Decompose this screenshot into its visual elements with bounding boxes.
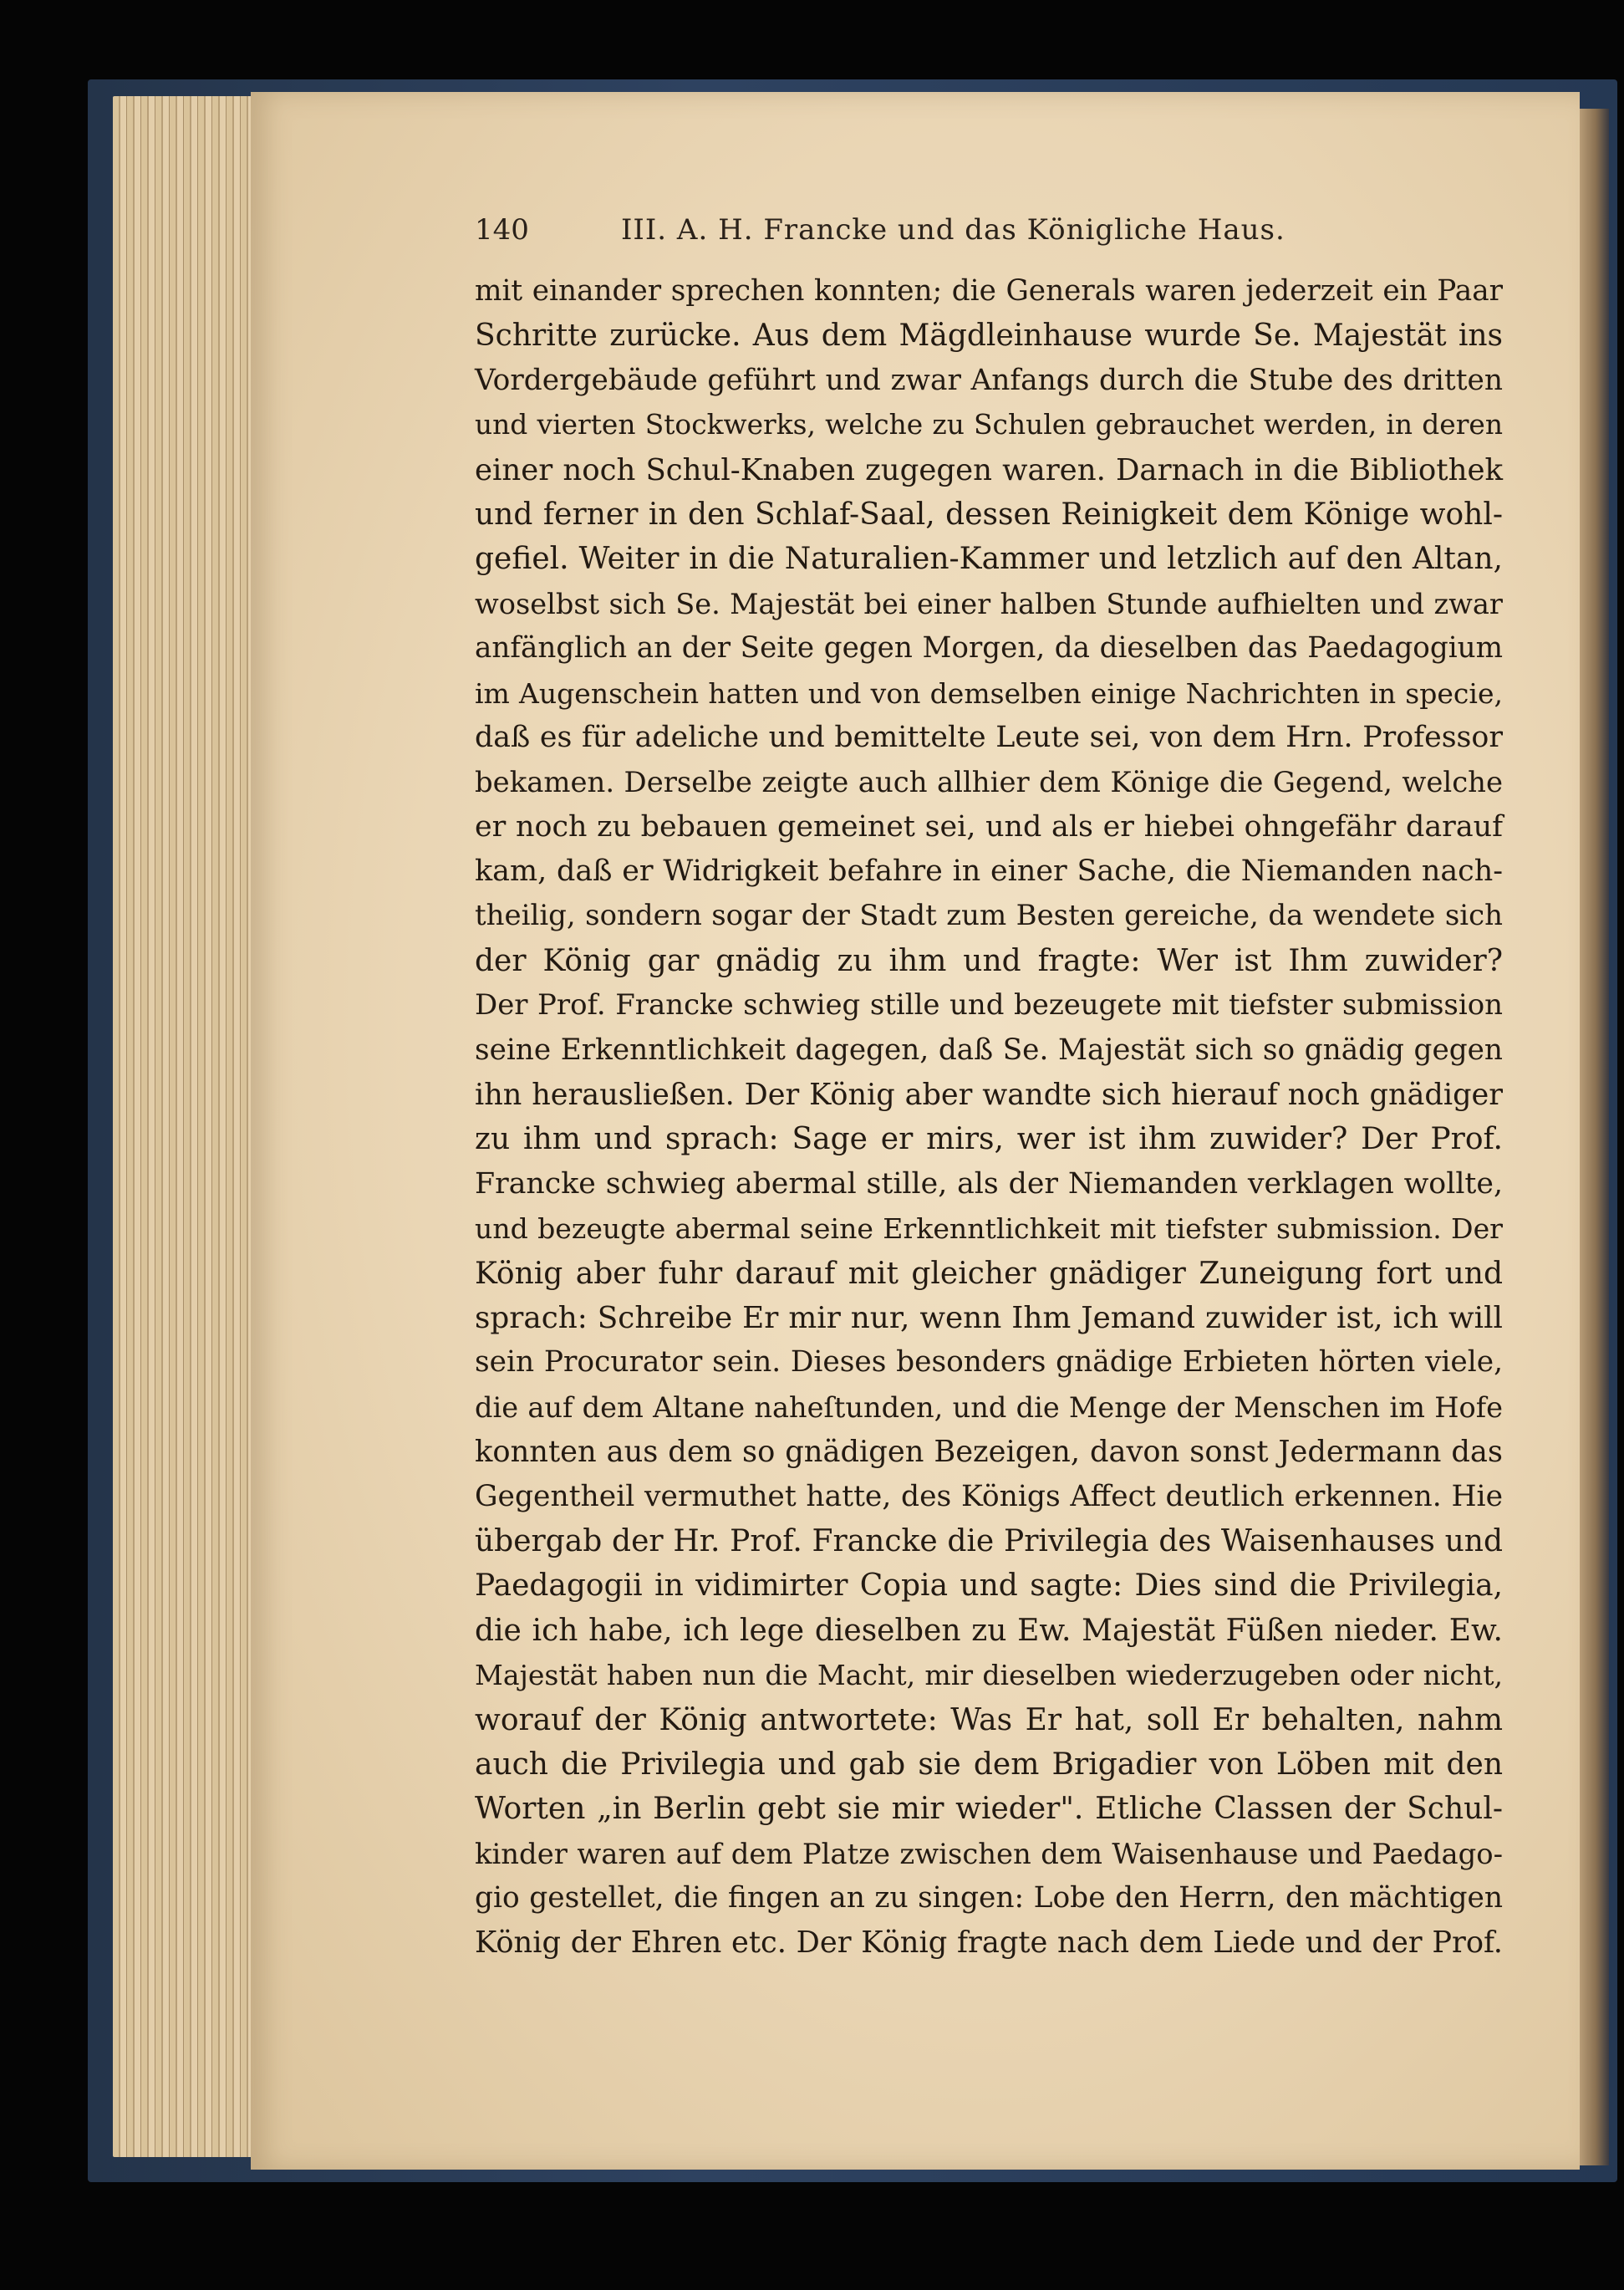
text-line: seine Erkenntlichkeit dagegen, daß Se. Majestät sich so gnädig gegen (475, 1033, 1503, 1067)
text-line: König aber fuhr darauf mit gleicher gnädiger Zuneigung fort und (475, 1256, 1503, 1291)
book-gutter (1576, 109, 1609, 2165)
running-head: III. A. H. Francke und das Königliche Haus. (621, 213, 1285, 247)
text-line: Worten „in Berlin gebt sie mir wieder". Etliche Classen der Schul- (475, 1792, 1503, 1827)
text-line: woselbst sich Se. Majestät bei einer halben Stunde aufhielten und zwar (475, 587, 1503, 620)
text-line: zu ihm und sprach: Sage er mirs, wer ist ihm zuwider? Der Prof. (475, 1122, 1503, 1157)
text-line: Vordergebäude geführt und zwar Anfangs durch die Stube des dritten (475, 363, 1503, 397)
text-line: Gegentheil vermuthet hatte, des Königs Affect deutlich erkennen. Hie (475, 1479, 1503, 1513)
text-line: und ferner in den Schlaf-Saal, dessen Reinigkeit dem Könige wohl- (475, 497, 1503, 532)
text-line: auch die Privilegia und gab sie dem Brigadier von Löben mit den (475, 1747, 1503, 1782)
text-line: Majestät haben nun die Macht, mir dieselben wiederzugeben oder nicht, (475, 1659, 1503, 1692)
text-line: mit einander sprechen konnten; die Generals waren jederzeit ein Paar (475, 274, 1503, 308)
text-line: sein Procurator sein. Dieses besonders gnädige Erbieten hörten viele, (475, 1345, 1503, 1380)
text-line: Der Prof. Francke schwieg stille und bezeugete mit tiefster submission (475, 988, 1503, 1023)
page-number: 140 (475, 213, 529, 247)
text-line: übergab der Hr. Prof. Francke die Privilegia des Waisenhauses und (475, 1523, 1503, 1558)
text-line: Schritte zurücke. Aus dem Mägdleinhause wurde Se. Majestät ins (475, 319, 1503, 354)
text-line: er noch zu bebauen gemeinet sei, und als er hiebei ohngefähr darauf (475, 809, 1503, 844)
text-line: König der Ehren etc. Der König fragte nach dem Liede und der Prof. (475, 1925, 1503, 1961)
text-line: die auf dem Altane naheſtunden, und die Menge der Menschen im Hofe (475, 1390, 1503, 1424)
text-line: einer noch Schul-Knaben zugegen waren. Darnach in die Bibliothek (475, 452, 1503, 487)
text-line: kam, daß er Widrigkeit befahre in einer Sache, die Niemanden nach- (475, 854, 1503, 889)
text-line: anfänglich an der Seite gegen Morgen, da dieselben das Paedagogium (475, 631, 1503, 666)
text-line: und vierten Stockwerks, welche zu Schulen gebrauchet werden, in deren (475, 409, 1503, 441)
text-line: gefiel. Weiter in die Naturalien-Kammer und letzlich auf den Altan, (475, 542, 1503, 577)
text-line: bekamen. Derselbe zeigte auch allhier dem Könige die Gegend, welche (475, 766, 1503, 799)
text-line: konnten aus dem so gnädigen Bezeigen, davon sonst Jedermann das (475, 1435, 1503, 1470)
text-line: die ich habe, ich lege dieselben zu Ew. Majestät Füßen nieder. Ew. (475, 1613, 1503, 1648)
text-line: und bezeugte abermal seine Erkenntlichkeit mit tiefster submission. Der (475, 1212, 1503, 1246)
text-line: worauf der König antwortete: Was Er hat, soll Er behalten, nahm (475, 1702, 1503, 1737)
text-line: der König gar gnädig zu ihm und fragte: Wer ist Ihm zuwider? (475, 943, 1503, 978)
body-text (475, 269, 1503, 1966)
book-page (251, 92, 1580, 2170)
text-line: ihn herausließen. Der König aber wandte sich hierauf noch gnädiger (475, 1078, 1503, 1113)
text-line: im Augenschein hatten und von demselben einige Nachrichten in specie, (475, 676, 1503, 710)
text-line: Paedagogii in vidimirter Copia und sagte: Dies sind die Privilegia, (475, 1568, 1503, 1604)
text-line: gio gestellet, die fingen an zu singen: Lobe den Herrn, den mächtigen (475, 1881, 1503, 1915)
text-line: theilig, sondern sogar der Stadt zum Besten gereiche, da wendete sich (475, 899, 1503, 933)
page-header (475, 205, 1377, 255)
text-line: daß es für adeliche und bemittelte Leute sei, von dem Hrn. Professor (475, 720, 1503, 754)
text-line: Francke schwieg abermal stille, als der Niemanden verklagen wollte, (475, 1166, 1503, 1201)
text-line: sprach: Schreibe Er mir nur, wenn Ihm Jemand zuwider ist, ich will (475, 1300, 1503, 1335)
text-line: kinder waren auf dem Platze zwischen dem Waisenhause und Paedago- (475, 1837, 1503, 1870)
